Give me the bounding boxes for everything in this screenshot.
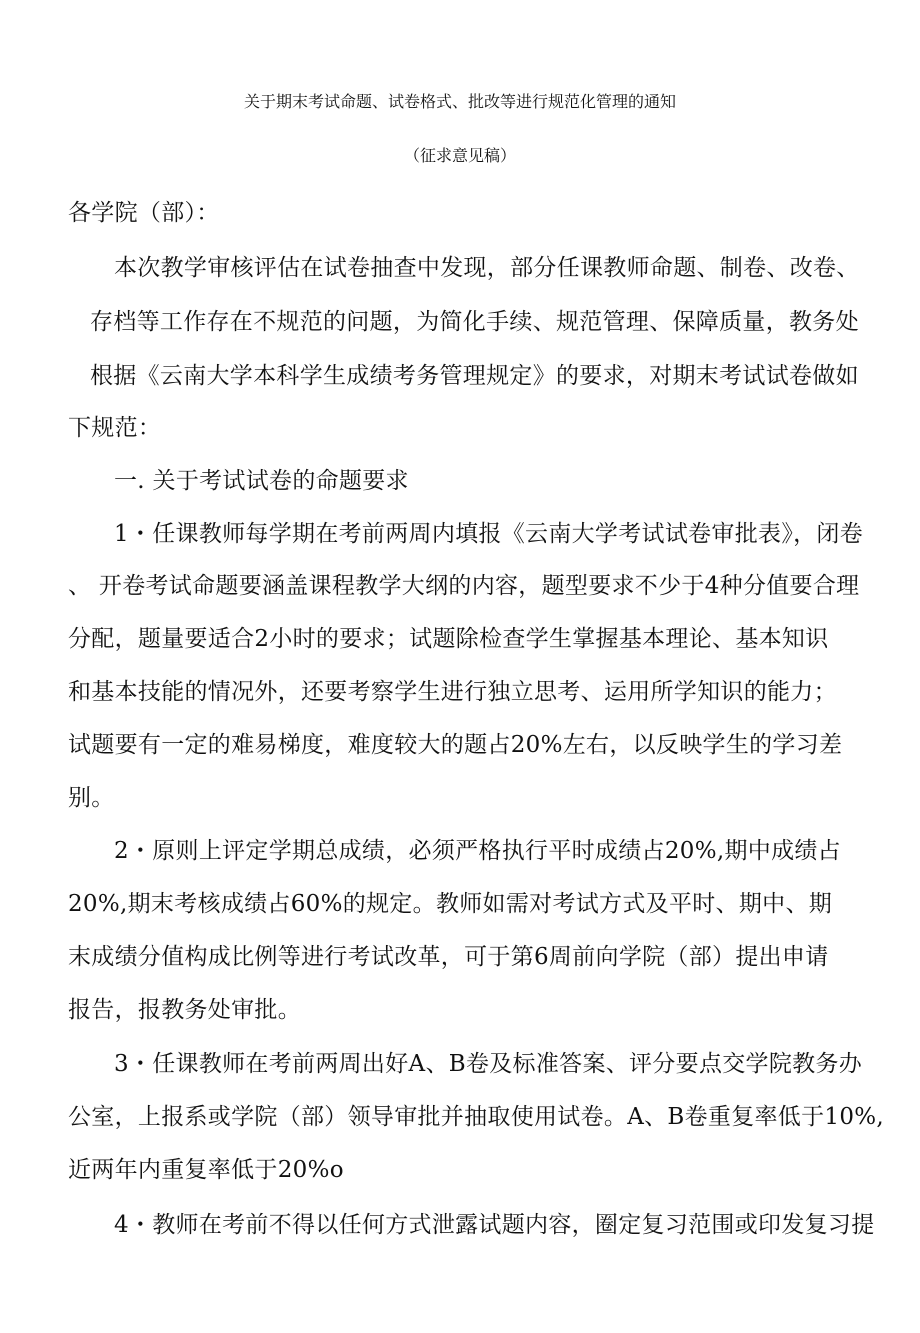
paragraph-line: 近两年内重复率低于20%o	[68, 1157, 344, 1183]
paragraph-line: 和基本技能的情况外，还要考察学生进行独立思考、运用所学知识的能力；	[68, 679, 837, 705]
paragraph-line: 根据《云南大学本科学生成绩考务管理规定》的要求，对期末考试试卷做如	[90, 363, 859, 389]
paragraph-line: 别。	[68, 785, 115, 811]
paragraph-line: 、 开卷考试命题要涵盖课程教学大纲的内容，题型要求不少于4种分值要合理	[68, 573, 860, 599]
paragraph-line: 试题要有一定的难易梯度，难度较大的题占20%左右，以反映学生的学习差	[68, 732, 843, 758]
paragraph-line: 报告，报教务处审批。	[68, 997, 301, 1023]
paragraph-line: 2・原则上评定学期总成绩，必须严格执行平时成绩占20%,期中成绩占	[114, 838, 841, 864]
document-subtitle: （征求意见稿）	[403, 146, 516, 165]
paragraph-line: 公室，上报系或学院（部）领导审批并抽取使用试卷。A、B卷重复率低于10%,	[68, 1104, 885, 1130]
paragraph-line: 20%,期末考核成绩占60%的规定。教师如需对考试方式及平时、期中、期	[68, 891, 833, 917]
section-heading: 一. 关于考试试卷的命题要求	[114, 468, 409, 494]
paragraph-line: 末成绩分值构成比例等进行考试改革，可于第6周前向学院（部）提出申请	[68, 944, 829, 970]
document-title: 关于期末考试命题、试卷格式、批改等进行规范化管理的通知	[243, 92, 676, 111]
paragraph-line: 3・任课教师在考前两周出好A、B卷及标准答案、评分要点交学院教务办	[114, 1051, 863, 1077]
paragraph-line: 存档等工作存在不规范的问题，为简化手续、规范管理、保障质量，教务处	[90, 309, 859, 335]
salutation: 各学院（部）：	[68, 200, 220, 226]
paragraph-line: 下规范：	[68, 415, 162, 441]
paragraph-line: 4・教师在考前不得以任何方式泄露试题内容，圈定复习范围或印发复习提	[114, 1212, 875, 1238]
paragraph-line: 分配，题量要适合2小时的要求；试题除检查学生掌握基本理论、基本知识	[68, 626, 829, 652]
paragraph-line: 本次教学审核评估在试卷抽查中发现，部分任课教师命题、制卷、改卷、	[114, 255, 860, 281]
paragraph-line: 1・任课教师每学期在考前两周内填报《云南大学考试试卷审批表》，闭卷	[114, 521, 864, 547]
